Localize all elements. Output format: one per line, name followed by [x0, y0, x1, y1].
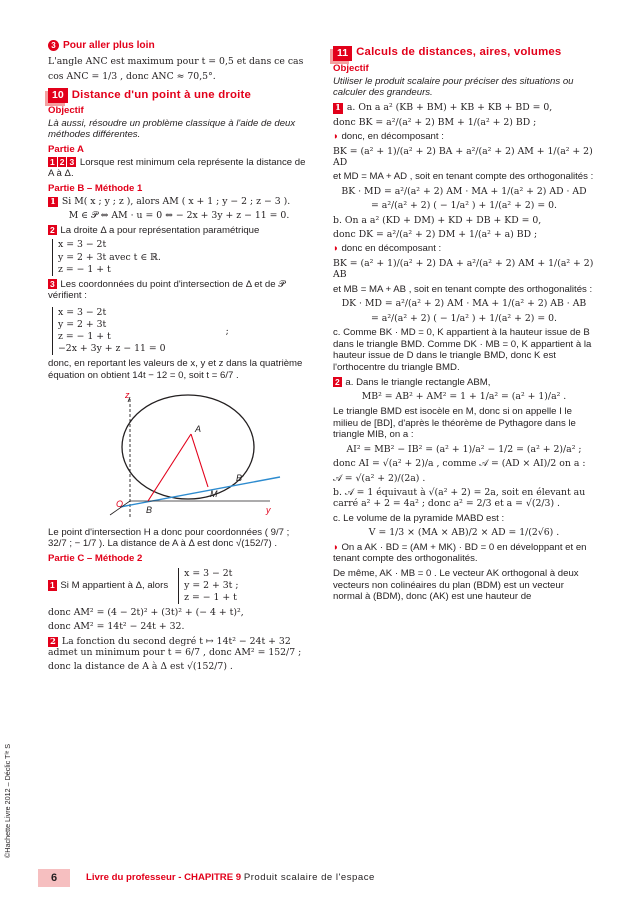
q1a-line-4: BK = (a² + 1)/(a² + 2) BA + a²/(a² + 2) AM + 1/(a² + 2) AD — [333, 145, 593, 168]
part-b-system-2 — [52, 307, 166, 355]
system-line: x = 3 − 2t — [184, 567, 233, 579]
q2a-line-3: donc AI = √(a² + 2)/a , comme 𝒜 = (AD × AI)/2 on a : — [333, 458, 586, 470]
page-number: 6 — [38, 869, 70, 887]
exercise-10-objectif-label: Objectif — [48, 104, 84, 116]
segment-am — [191, 434, 208, 487]
exercise-11-title: Calculs de distances, aires, volumes — [356, 46, 562, 59]
pour-aller-title: Pour aller plus loin — [63, 40, 155, 51]
part-c-q1-text: Si M appartient à Δ, alors — [60, 580, 169, 592]
q2a-line-4: 𝒜 = √(a² + 2)/(2a) . — [333, 472, 426, 484]
q1a-line-1 — [333, 102, 595, 114]
part-b-q1 — [48, 196, 310, 208]
exercise-10-objectif-text: Là aussi, résoudre un problème classique à l'aide de deux méthodes différentes. — [48, 117, 296, 141]
q2c-equation: V = 1/3 × (MA × AB)/2 × AD = 1/(2√6) . — [368, 527, 560, 539]
label-o: O — [116, 498, 124, 509]
q2d-text — [333, 542, 595, 565]
q1a-line-3 — [333, 131, 595, 143]
label-z: z — [125, 389, 130, 400]
q1b-line-5: et MB = MA + AB , soit en tenant compte des orthogonalités : — [333, 283, 593, 295]
part-b-q1-badge: 1 — [50, 196, 56, 207]
part-a-text — [48, 157, 310, 180]
left-column — [48, 40, 310, 676]
part-c-q2-text: La fonction du second degré t ↦ 14t² − 24t + 32 admet un minimum pour t = 6/7 , donc AM² = 152/7 ; — [48, 635, 302, 659]
system-line: z = − 1 + t — [184, 591, 237, 603]
system-2-semicolon: ; — [225, 326, 229, 338]
q1a-line-6: BK · MD = a²/(a² + 2) AM · MA + 1/(a² + 2) AD · AD — [341, 185, 587, 197]
system-line: x = 3 − 2t — [58, 239, 107, 251]
part-a-q2-badge: 2 — [59, 156, 65, 167]
exercise-11-number: 11 — [333, 46, 352, 61]
part-b-q1-text: Si M( x ; y ; z ), alors AM ( x + 1 ; y − 2 ; z − 3 ). — [61, 195, 291, 207]
system-line: y = 2 + 3t avec t ∈ ℝ. — [58, 251, 161, 263]
copyright-notice: ©Hachette Livre 2012 – Déclic Tˡᵉ S — [3, 743, 12, 858]
footer-chapter-title: Produit scalaire de l'espace — [243, 872, 375, 883]
label-m: M — [210, 488, 218, 499]
q1b-line-1: b. On a a² (KD + DM) + KD + DB + KD = 0, — [333, 214, 542, 226]
pour-aller-line-2: cos ANC = 1/3 , donc ANC ≈ 70,5°. — [48, 70, 216, 82]
part-b-q3-text: Les coordonnées du point d'intersection de Δ et de 𝒫 vérifient : — [48, 278, 286, 302]
part-b-q2-text: La droite Δ a pour représentation paramétrique — [60, 224, 260, 236]
part-b-q3 — [48, 279, 310, 302]
pour-aller-heading — [48, 40, 310, 52]
exercise-10-heading — [48, 88, 310, 103]
part-b-label: Partie B – Méthode 1 — [48, 183, 143, 195]
system-line: x = 3 − 2t — [58, 307, 107, 319]
part-b-plane-equation: M ∈ 𝒫 ⇔ AM · u = 0 ⇔ − 2x + 3y + z − 11 = 0. — [68, 210, 290, 222]
q2b-text: b. 𝒜 = 1 équivaut à √(a² + 2) = 2a, soit en élevant au carré a² + 2 = 4a² ; donc a² = 2/3 et a = √(2/3) . — [333, 486, 586, 510]
q1a-text: a. On a a² (KB + BM) + KB + KB + BD = 0, — [346, 101, 553, 113]
part-a-label: Partie A — [48, 144, 84, 155]
part-c-q1 — [48, 580, 168, 592]
page-footer — [0, 866, 638, 890]
part-a-body: Lorsque rest minimum cela représente la distance de A à Δ. — [48, 156, 306, 180]
q2c-text: c. Le volume de la pyramide MABD est : — [333, 512, 505, 524]
q1b-line-7: = a²/(a² + 2) ( − 1/a² ) + 1/(a² + 2) = 0. — [371, 312, 557, 324]
q2e-text: De même, AK · MB = 0 . Le vecteur AK orthogonal à deux vecteurs non colinéaires du plan (BDM) est un vecteur normal à (BDM), donc (AK) est une hauteur de — [333, 567, 579, 603]
q1c-text: c. Comme BK · MD = 0, K appartient à la hauteur issue de B dans le triangle BMD. Comme DK · MB = 0, K appartient à la hauteur issue de D dans le triangle BMD, donc K est l'orthocentre du triangle BMD. — [333, 326, 592, 374]
q1b-line-3 — [333, 243, 595, 255]
q1a-line-5: et MD = MA + AD , soit en tenant compte des orthogonalités : — [333, 171, 594, 183]
part-c-line-1: donc AM² = (4 − 2t)² + (3t)² + (− 4 + t)², — [48, 606, 244, 618]
label-a: A — [195, 423, 202, 434]
intersection-h-text: Le point d'intersection H a donc pour coordonnées ( 9/7 ; 32/7 ; − 1/7 ). La distance de A à Δ est donc √(152/7) . — [48, 526, 290, 550]
part-b-q2-badge: 2 — [50, 224, 55, 235]
part-a-q3-badge: 3 — [69, 156, 75, 167]
q2a-line-2: Le triangle BMD est isocèle en M, donc si on appelle I le milieu de [BD], d'après le théorème de Pythagore dans le triangle MIB, on a : — [333, 405, 576, 441]
pour-aller-line-1: L'angle ANC est maximum pour t = 0,5 et dans ce cas — [48, 56, 304, 68]
geometry-figure — [48, 389, 310, 519]
q1a-line-2: donc BK = a²/(a² + 2) BM + 1/(a² + 2) BD ; — [333, 116, 537, 128]
part-c-line-2: donc AM² = 14t² − 24t + 32. — [48, 621, 185, 633]
q2a-equation-2: AI² = MB² − IB² = (a² + 1)/a² − 1/2 = (a² + 2)/a² ; — [346, 443, 582, 455]
system-line: z = − 1 + t — [58, 263, 111, 275]
footer-book-title: Livre du professeur - CHAPITRE 9 — [86, 872, 242, 883]
footer-text — [86, 872, 375, 884]
label-y: y — [266, 504, 271, 515]
part-c-q1-badge: 1 — [50, 580, 55, 591]
q2a-line-1 — [333, 377, 595, 389]
q2d-body: On a AK · BD = (AM + MK) · BD = 0 en développant et en tenant compte des orthogonalités. — [333, 541, 587, 565]
line-delta — [120, 477, 280, 507]
part-b-q3-badge: 3 — [50, 278, 55, 289]
system-line: y = 2 + 3t ; — [184, 579, 239, 591]
q2-badge: 2 — [335, 376, 340, 387]
part-c-q2 — [48, 636, 310, 659]
part-c-q2-conclusion: donc la distance de A à Δ est √(152/7) . — [48, 661, 233, 673]
part-b-q3-conclusion: donc, en reportant les valeurs de x, y et z dans la quatrième équation on obtient 14t − 12 = 0, soit t = 6/7 . — [48, 358, 303, 382]
q1a-line-3-text: donc, en décomposant : — [341, 130, 444, 142]
bullet-icon: ◗ — [333, 243, 339, 255]
q1b-line-6: DK · MD = a²/(a² + 2) AM · MA + 1/(a² + 2) AB · AB — [341, 298, 587, 310]
q1a-line-7: = a²/(a² + 2) ( − 1/a² ) + 1/(a² + 2) = 0. — [371, 200, 557, 212]
right-column — [333, 40, 595, 606]
exercise-10-number: 10 — [48, 88, 68, 103]
exercise-11-objectif-text: Utiliser le produit scalaire pour préciser des situations ou calculer des grandeurs. — [333, 75, 574, 99]
part-c-label: Partie C – Méthode 2 — [48, 552, 143, 564]
bullet-icon: ◗ — [333, 130, 339, 142]
part-c-q1-wrap — [48, 566, 310, 607]
part-b-system-1 — [52, 239, 310, 275]
pour-aller-number: 3 — [48, 40, 59, 51]
part-b-system-2-wrap — [48, 305, 310, 358]
q1b-line-2: donc DK = a²/(a² + 2) DM + 1/(a² + a) BD ; — [333, 228, 538, 240]
exercise-11-heading — [333, 46, 595, 61]
q1-badge: 1 — [335, 102, 341, 113]
q2a-equation: MB² = AB² + AM² = 1 + 1/a² = (a² + 1)/a² . — [361, 391, 567, 403]
q1b-line-4: BK = (a² + 1)/(a² + 2) DA + a²/(a² + 2) AM + 1/(a² + 2) AB — [333, 257, 594, 281]
label-b: B — [146, 504, 153, 515]
q2a-text: a. Dans le triangle rectangle ABM, — [345, 376, 491, 388]
label-b-prime: B' — [236, 472, 244, 483]
bullet-icon: ◗ — [333, 541, 339, 553]
exercise-11-objectif-label: Objectif — [333, 62, 369, 74]
segment-ab — [148, 434, 191, 501]
part-a-q1-badge: 1 — [50, 156, 55, 167]
system-line: y = 2 + 3t — [58, 319, 107, 331]
exercise-10-title: Distance d'un point à une droite — [71, 88, 252, 101]
part-c-system — [178, 568, 238, 604]
part-b-q2 — [48, 225, 310, 237]
part-c-q2-badge: 2 — [50, 636, 56, 647]
system-line: z = − 1 + t — [58, 331, 111, 343]
plane-ellipse — [122, 395, 254, 499]
q1b-line-3-text: donc en décomposant : — [341, 243, 442, 255]
system-line: −2x + 3y + z − 11 = 0 — [58, 343, 166, 355]
